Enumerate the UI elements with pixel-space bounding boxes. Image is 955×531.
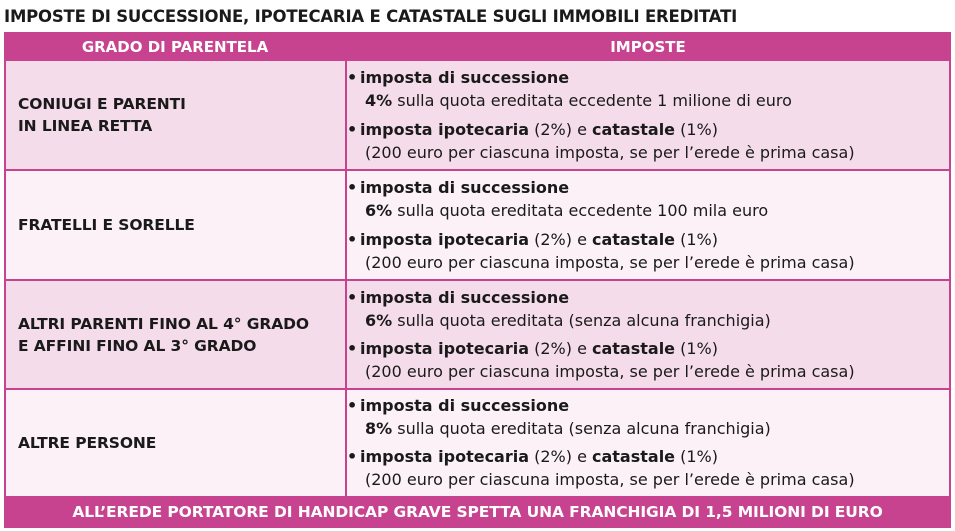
succession-line [347, 394, 569, 417]
succession-line [347, 66, 569, 89]
handicap-footer: ALL’EREDE PORTATORE DI HANDICAP GRAVE SPETTA UNA FRANCHIGIA DI 1,5 MILIONI DI EURO [72, 503, 883, 521]
succession-rate-text: sulla quota ereditata eccedente 100 mila euro [392, 201, 769, 220]
bullet-icon: • [347, 230, 358, 249]
ipotecaria-label: imposta ipotecaria [360, 339, 530, 358]
imposte-cell [347, 61, 949, 169]
prima-casa-text: (200 euro per ciascuna imposta, se per l’erede è prima casa) [365, 253, 855, 272]
table-row [6, 171, 949, 279]
imposte-cell [347, 171, 949, 279]
succession-rate: 6% [365, 311, 393, 330]
prima-casa-text: (200 euro per ciascuna imposta, se per l’erede è prima casa) [365, 470, 855, 489]
succession-rate: 8% [365, 419, 393, 438]
succession-rate-text: sulla quota ereditata (senza alcuna franchigia) [392, 311, 771, 330]
catastale-rate: (1%) [675, 230, 718, 249]
succession-label: imposta di successione [360, 396, 570, 415]
grado-cell [6, 171, 345, 279]
grado-cell [6, 281, 345, 388]
ipotecaria-label: imposta ipotecaria [360, 120, 530, 139]
catastale-rate: (1%) [675, 447, 718, 466]
ipotecaria-rate: (2%) e [529, 120, 592, 139]
prima-casa-note [347, 360, 855, 383]
bullet-icon: • [347, 396, 358, 415]
succession-line [347, 286, 569, 309]
prima-casa-note [347, 141, 855, 164]
grado-label: ALTRI PARENTI FINO AL 4° GRADO [18, 314, 309, 333]
grado-label: ALTRE PERSONE [18, 434, 157, 452]
succession-line [347, 176, 569, 199]
grado-cell [6, 61, 345, 169]
prima-casa-text: (200 euro per ciascuna imposta, se per l’erede è prima casa) [365, 143, 855, 162]
succession-rate-text: sulla quota ereditata (senza alcuna franchigia) [392, 419, 771, 438]
succession-rate-text: sulla quota ereditata eccedente 1 milione di euro [392, 91, 792, 110]
grado-label: CONIUGI E PARENTI [18, 95, 186, 113]
ipotecaria-label: imposta ipotecaria [360, 230, 530, 249]
bullet-icon: • [347, 178, 358, 197]
ipotecaria-rate: (2%) e [529, 339, 592, 358]
imposte-cell [347, 390, 949, 496]
succession-rate-line [347, 309, 771, 332]
imposte-cell [347, 281, 949, 388]
catastale-label: catastale [592, 230, 676, 249]
prima-casa-note [347, 468, 855, 491]
succession-rate-line [347, 89, 792, 112]
bullet-icon: • [347, 120, 358, 139]
catastale-label: catastale [592, 447, 676, 466]
ipotecaria-line [347, 337, 718, 360]
succession-rate: 6% [365, 201, 393, 220]
tax-table [4, 32, 951, 528]
succession-rate-line [347, 417, 771, 440]
catastale-rate: (1%) [675, 339, 718, 358]
succession-label: imposta di successione [360, 68, 570, 87]
succession-rate-line [347, 199, 768, 222]
ipotecaria-line [347, 445, 718, 468]
succession-rate: 4% [365, 91, 393, 110]
ipotecaria-line [347, 228, 718, 251]
grado-label: E AFFINI FINO AL 3° GRADO [18, 336, 257, 355]
bullet-icon: • [347, 447, 358, 466]
header-grado: GRADO DI PARENTELA [81, 37, 269, 56]
table-row [6, 61, 949, 169]
succession-label: imposta di successione [360, 178, 570, 197]
header-imposte: IMPOSTE [610, 37, 686, 56]
catastale-rate: (1%) [675, 120, 718, 139]
succession-label: imposta di successione [360, 288, 570, 307]
table-row [6, 390, 949, 496]
bullet-icon: • [347, 288, 358, 307]
page-title: IMPOSTE DI SUCCESSIONE, IPOTECARIA E CATASTALE SUGLI IMMOBILI EREDITATI [4, 7, 738, 26]
bullet-icon: • [347, 68, 358, 87]
grado-cell [6, 390, 345, 496]
grado-label: FRATELLI E SORELLE [18, 216, 195, 234]
ipotecaria-rate: (2%) e [529, 230, 592, 249]
ipotecaria-line [347, 118, 718, 141]
ipotecaria-rate: (2%) e [529, 447, 592, 466]
ipotecaria-label: imposta ipotecaria [360, 447, 530, 466]
prima-casa-text: (200 euro per ciascuna imposta, se per l’erede è prima casa) [365, 362, 855, 381]
table-row [6, 281, 949, 388]
grado-label: IN LINEA RETTA [18, 117, 153, 135]
prima-casa-note [347, 251, 855, 274]
catastale-label: catastale [592, 339, 676, 358]
catastale-label: catastale [592, 120, 676, 139]
bullet-icon: • [347, 339, 358, 358]
